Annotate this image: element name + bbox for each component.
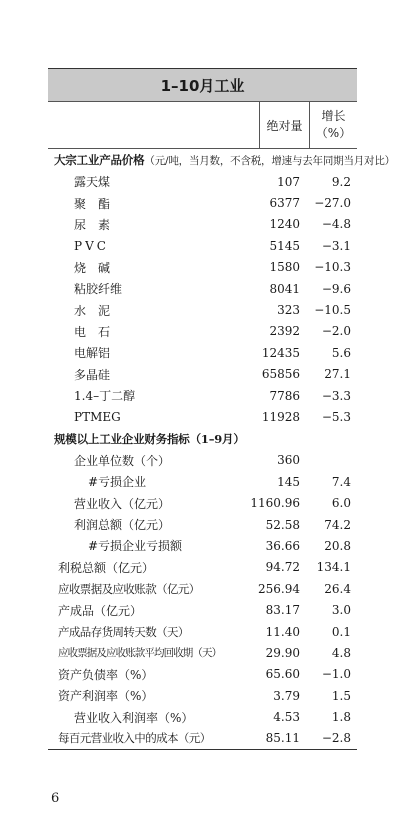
row-label: 营业收入利润率（%）	[74, 710, 194, 725]
table-row	[48, 321, 357, 342]
row-absolute: 1580	[269, 260, 300, 275]
table-row	[48, 664, 357, 685]
row-absolute: 360	[277, 453, 300, 468]
table-row	[48, 621, 357, 642]
row-growth: −1.0	[321, 667, 351, 682]
row-absolute: 7786	[269, 388, 300, 403]
header-growth-label: 增长	[321, 109, 346, 123]
row-absolute: 1160.96	[250, 496, 300, 511]
row-label: 多晶硅	[74, 367, 111, 382]
row-absolute: 12435	[261, 345, 300, 360]
statistics-table	[48, 68, 395, 750]
row-absolute: 85.11	[265, 731, 300, 746]
row-label: 电 石	[74, 324, 111, 339]
row-growth: 20.8	[324, 538, 351, 553]
row-label: 露天煤	[74, 175, 111, 190]
row-growth: 134.1	[316, 560, 351, 575]
table-row	[48, 299, 357, 320]
table-row	[48, 685, 357, 706]
row-growth: −3.3	[321, 388, 351, 403]
header-growth-unit: （%）	[315, 126, 352, 140]
row-label: 每百元营业收入中的成本（元）	[58, 731, 211, 746]
row-label: PVC	[74, 238, 109, 253]
row-growth: 0.1	[331, 624, 351, 639]
table-row	[48, 192, 357, 213]
table-row	[48, 535, 357, 556]
row-label: 应收票据及应收账款平均回收期（天）	[58, 647, 222, 660]
column-header-row	[48, 102, 357, 149]
table-row	[48, 257, 357, 278]
row-absolute: 94.72	[265, 560, 300, 575]
section-title-finance: 规模以上工业企业财务指标（1–9月）	[54, 431, 245, 446]
row-absolute: 52.58	[265, 517, 300, 532]
row-growth: 6.0	[331, 496, 351, 511]
table-row	[48, 706, 357, 727]
row-label: 粘胶纤维	[74, 282, 123, 297]
row-label: 电解铝	[74, 346, 111, 361]
row-label: 聚 酯	[74, 196, 111, 211]
row-label: 企业单位数（个）	[74, 453, 171, 468]
table-row	[48, 578, 357, 599]
table-row	[48, 642, 357, 663]
table-row	[48, 278, 357, 299]
row-label: 资产利润率（%）	[58, 689, 154, 704]
row-absolute: 8041	[269, 281, 300, 296]
row-label: 营业收入（亿元）	[74, 496, 171, 511]
row-absolute: 107	[277, 174, 300, 189]
table-row	[48, 364, 357, 385]
table-row	[48, 557, 357, 578]
row-absolute: 65856	[261, 367, 300, 382]
row-growth: 27.1	[324, 367, 351, 382]
row-label: 产成品存货周转天数（天）	[58, 624, 189, 639]
row-absolute: 36.66	[265, 538, 300, 553]
table-row	[48, 492, 357, 513]
table-row	[48, 214, 357, 235]
section-title-prices-text: 大宗工业产品价格	[54, 153, 145, 167]
row-growth: −5.3	[321, 409, 351, 424]
table-title: 1–10月工业	[48, 69, 357, 102]
row-absolute: 323	[277, 303, 300, 318]
table-row	[48, 171, 357, 192]
table-row	[48, 406, 357, 427]
row-absolute: 256.94	[258, 581, 300, 596]
header-growth	[310, 102, 357, 148]
row-label: 产成品（亿元）	[58, 603, 143, 618]
row-label: 烧 碱	[74, 260, 111, 275]
row-growth: −27.0	[314, 196, 351, 211]
row-growth: −9.6	[321, 281, 351, 296]
row-growth: 7.4	[331, 474, 351, 489]
table-row	[48, 599, 357, 620]
row-growth: 4.8	[331, 645, 351, 660]
row-growth: 1.8	[331, 710, 351, 725]
section-title-prices	[48, 149, 395, 171]
table-row	[48, 385, 357, 406]
row-growth: 74.2	[324, 517, 351, 532]
row-growth: −2.0	[321, 324, 351, 339]
row-absolute: 2392	[269, 324, 300, 339]
row-label: 利润总额（亿元）	[74, 518, 171, 533]
row-label: 水 泥	[74, 303, 111, 318]
table-row	[48, 471, 357, 492]
header-absolute: 绝对量	[260, 102, 310, 148]
row-growth: −10.5	[314, 303, 351, 318]
row-growth: 3.0	[331, 603, 351, 618]
row-growth: −3.1	[321, 238, 351, 253]
row-label: #亏损企业	[88, 475, 147, 490]
row-absolute: 11.40	[265, 624, 300, 639]
row-absolute: 6377	[269, 196, 300, 211]
header-label-cell	[48, 102, 260, 148]
row-growth: 9.2	[331, 174, 351, 189]
row-absolute: 65.60	[265, 667, 300, 682]
row-label: 尿 素	[74, 217, 111, 232]
row-absolute: 83.17	[265, 603, 300, 618]
row-label: 资产负债率（%）	[58, 667, 154, 682]
row-absolute: 1240	[269, 217, 300, 232]
row-label: PTMEG	[74, 409, 121, 424]
table-row	[48, 235, 357, 256]
table-row	[48, 342, 357, 363]
row-growth: −2.8	[321, 731, 351, 746]
row-label: 1.4–丁二醇	[74, 389, 136, 404]
row-growth: −4.8	[321, 217, 351, 232]
row-absolute: 29.90	[265, 645, 300, 660]
row-absolute: 145	[277, 474, 300, 489]
row-label: 利税总额（亿元）	[58, 560, 155, 575]
row-label: 应收票据及应收账款（亿元）	[58, 581, 200, 596]
row-growth: −10.3	[314, 260, 351, 275]
row-absolute: 4.53	[273, 710, 300, 725]
row-absolute: 3.79	[273, 688, 300, 703]
table-row	[48, 514, 357, 535]
row-absolute: 11928	[261, 409, 300, 424]
page-number: 6	[51, 791, 60, 806]
section-title-prices-note: （元/吨，当月数，不含税，增速与去年同期当月对比）	[144, 154, 395, 167]
table-row	[48, 728, 357, 749]
row-growth: 1.5	[331, 688, 351, 703]
row-absolute: 5145	[269, 238, 300, 253]
row-growth: 5.6	[331, 345, 351, 360]
row-growth: 26.4	[324, 581, 351, 596]
table-row	[48, 450, 357, 471]
row-label: #亏损企业亏损额	[88, 539, 183, 554]
